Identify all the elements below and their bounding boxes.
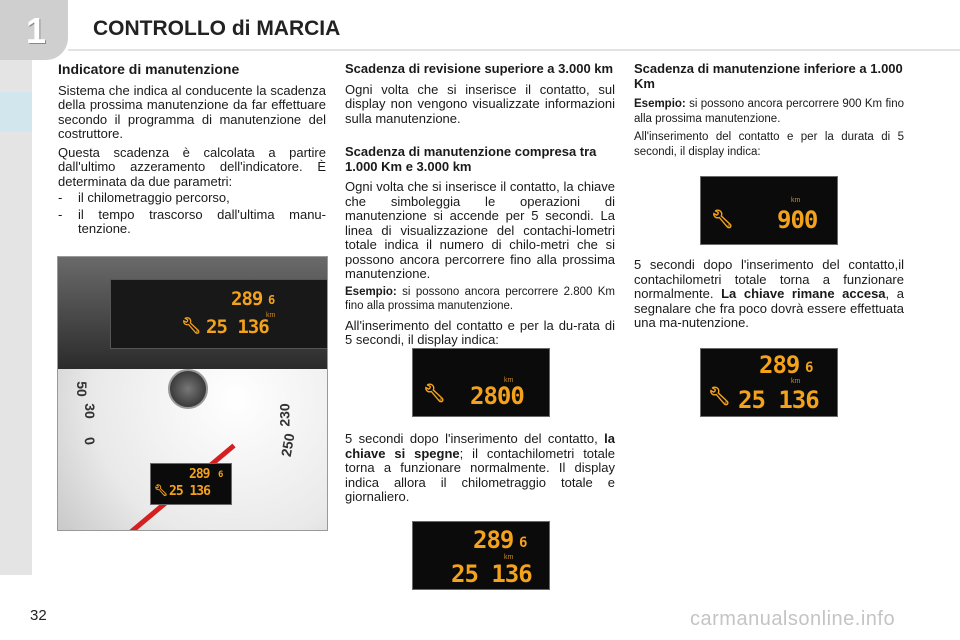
trip-value: 289 bbox=[189, 467, 210, 482]
odometer-display-with-wrench bbox=[700, 348, 838, 417]
total-value: 25 136 bbox=[451, 560, 532, 588]
section-heading: Indicatore di manutenzione bbox=[58, 61, 240, 77]
trip-value: 289 bbox=[759, 351, 800, 379]
col2-paragraph-3: All'inserimento del contatto e per la du-rata di 5 secondi, il display indica: bbox=[345, 317, 615, 347]
section-heading: Scadenza di revisione superiore a 3.000 km bbox=[345, 61, 614, 76]
example-note bbox=[634, 97, 904, 126]
side-band bbox=[0, 60, 32, 575]
trip-value: 289 bbox=[231, 288, 263, 310]
service-value: 2800 bbox=[470, 382, 524, 410]
example-label: Esempio: bbox=[634, 98, 686, 110]
header-rule bbox=[68, 49, 960, 51]
service-display-900 bbox=[700, 176, 838, 245]
chapter-number: 1 bbox=[26, 10, 47, 51]
trip-decimal: 6 bbox=[218, 470, 223, 480]
col3-paragraph-1: All'inserimento del contatto e per la durata di 5 secondi, il display indica: bbox=[634, 131, 904, 158]
km-unit: km bbox=[791, 197, 801, 204]
example-text: si possono ancora percorrere 900 Km fino alla prossima manutenzione. bbox=[634, 98, 904, 125]
bullet-marker: - bbox=[58, 206, 63, 222]
col2-paragraph-2: Ogni volta che si inserisce il contatto, la chiave che simboleggia le operazioni di manutenzione si accende per 5 secondi. La linea di visualizzazione del contachi-lometri totale indica il numero di chilo-metri che si possono ancora percorrere fino alla prossima manutenzione. bbox=[345, 179, 615, 281]
section-heading: Scadenza di manutenzione inferiore a 1.000 Km bbox=[634, 61, 903, 91]
dial-tick-label: 0 bbox=[81, 435, 99, 447]
col2-paragraph-1: Ogni volta che si inserisce il contatto, sul display non vengono visualizzate informazioni sulla manutenzione. bbox=[345, 81, 615, 126]
bullet-text: il tempo trascorso dall'ultima manu-tenzione. bbox=[78, 206, 326, 236]
example-text: si possono ancora percorrere 2.800 Km fino alla prossima manutenzione. bbox=[345, 285, 615, 312]
col1-paragraph-2: Questa scadenza è calcolata a partire dall'ultimo azzeramento dell'indicatore. È determinata da due parametri: bbox=[58, 144, 326, 189]
km-unit: km bbox=[504, 554, 514, 561]
wrench-icon: 🔧︎ bbox=[711, 209, 734, 229]
col3-paragraph-2 bbox=[634, 258, 904, 331]
col2-p4-start: 5 secondi dopo l'inserimento del contatto, bbox=[345, 431, 598, 446]
total-value: 25 136 bbox=[738, 386, 819, 414]
col2-p4-emphasis: la chiave si spegne bbox=[345, 431, 615, 461]
bullet-item bbox=[58, 208, 326, 237]
dial-tick-label: 230 bbox=[276, 403, 293, 427]
cluster-lcd-top bbox=[110, 279, 328, 349]
wrench-icon: 🔧︎ bbox=[423, 383, 446, 403]
service-value: 900 bbox=[777, 206, 818, 234]
km-unit: km bbox=[266, 312, 276, 319]
total-value: 25 136 bbox=[169, 484, 210, 499]
trip-value: 289 bbox=[473, 526, 514, 554]
col3-p2-emphasis: La chiave rimane accesa bbox=[721, 286, 886, 301]
trip-decimal: 6 bbox=[805, 360, 813, 376]
service-display-2800 bbox=[412, 348, 550, 417]
bullet-item bbox=[58, 191, 326, 206]
km-unit: km bbox=[504, 377, 514, 384]
wrench-icon: 🔧︎ bbox=[708, 386, 731, 406]
example-label: Esempio: bbox=[345, 285, 397, 298]
page-title: CONTROLLO di MARCIA bbox=[93, 17, 341, 40]
watermark: carmanualsonline.info bbox=[690, 608, 896, 630]
dial-tick-label: 50 bbox=[73, 381, 90, 397]
needle-hub bbox=[168, 369, 208, 409]
side-band-accent bbox=[0, 92, 32, 132]
wrench-icon: 🔧︎ bbox=[154, 485, 168, 497]
bullet-marker: - bbox=[58, 190, 63, 205]
bullet-text: il chilometraggio percorso, bbox=[78, 190, 230, 205]
col1-paragraph-1: Sistema che indica al conducente la scadenza della prossima manutenzione da far effettuare secondo il programma di manutenzione del costruttore. bbox=[58, 82, 326, 141]
col2-paragraph-4 bbox=[345, 432, 615, 505]
trip-decimal: 6 bbox=[519, 535, 527, 551]
dial-tick-label: 30 bbox=[81, 403, 98, 419]
col3-p2-end: , a segnalare che fra poco dovrà essere effettuata una ma-nutenzione. bbox=[634, 286, 904, 330]
trip-decimal: 6 bbox=[268, 293, 275, 307]
instrument-cluster-photo bbox=[57, 256, 328, 531]
km-unit: km bbox=[791, 378, 801, 385]
section-heading: Scadenza di manutenzione compresa tra 1.000 Km e 3.000 km bbox=[345, 144, 597, 174]
wrench-icon: 🔧︎ bbox=[181, 318, 202, 335]
dial-tick-label: 250 bbox=[277, 432, 298, 458]
total-value: 25 136 bbox=[206, 316, 269, 338]
example-note bbox=[345, 285, 615, 314]
odometer-display bbox=[412, 521, 550, 590]
page-number: 32 bbox=[30, 607, 47, 624]
cluster-lcd-bottom bbox=[150, 463, 232, 505]
col2-p4-end: ; il contachilometri totale torna a funzionare normalmente. Il display indica allora il chilometraggio totale e giornaliero. bbox=[345, 445, 615, 504]
col3-p2-start: 5 secondi dopo l'inserimento del contatto,il contachilometri totale torna a funzionare normalmente. bbox=[634, 257, 904, 301]
